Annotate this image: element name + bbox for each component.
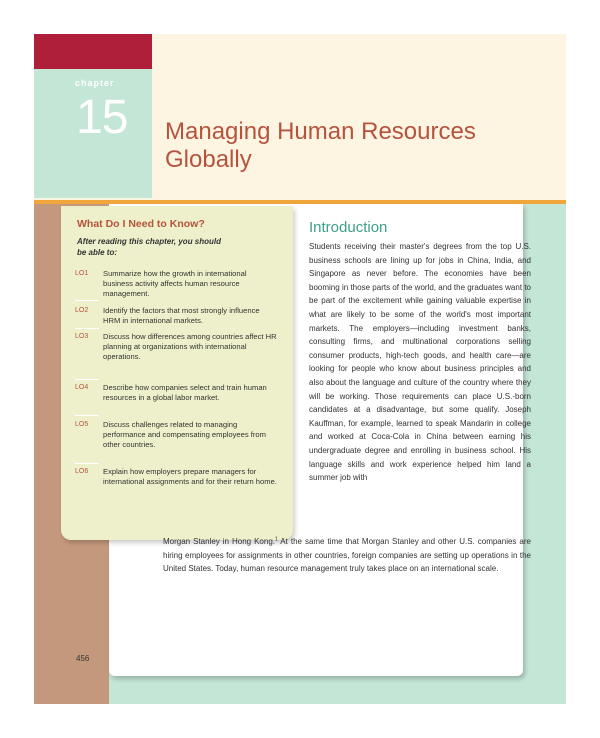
introduction-continuation	[163, 535, 531, 576]
learning-objective-code: LO2	[75, 307, 89, 314]
objective-divider	[75, 379, 99, 380]
learning-objective-text: Identify the factors that most strongly influence HRM in international markets.	[103, 306, 260, 325]
objective-divider	[75, 463, 99, 464]
learning-objective-text: Discuss challenges related to managing performance and compensating employees from other countries.	[103, 420, 266, 449]
introduction-heading: Introduction	[309, 219, 388, 236]
introduction-body: Students receiving their master's degrees from the top U.S. business schools are lining up for jobs in China, India, and Singapore as never before. The economies have been booming in those parts of the world, and the graduates want to be part of the excitement while gaining valuable expertise in what are likely to be some of the world's most important markets. The employers—including investment banks, consulting firms, and multinational corporations selling consumer products, high-tech goods, and health care—are looking for people who know about business principles and also about the language and culture of the country where they will be working. Those requirements can place U.S.-born candidates at a disadvantage, but some qualify. Joseph Kauffman, for example, learned to speak Mandarin in college and worked at Coca-Cola in China between earning his undergraduate degree and enrolling in business school. His language skills and work experience helped him land a summer job with	[309, 242, 531, 483]
objective-divider	[75, 328, 99, 329]
page-number: 456	[76, 654, 90, 663]
learning-objective-code: LO5	[75, 421, 89, 428]
chapter-label: chapter	[75, 78, 115, 88]
learning-objectives-intro: After reading this chapter, you should be able to:	[77, 237, 222, 257]
objective-divider	[75, 415, 99, 416]
learning-objective-text: Explain how employers prepare managers for international assignments and for their return home.	[103, 467, 277, 486]
chapter-title: Managing Human Resources Globally	[165, 118, 476, 173]
learning-objective-code: LO6	[75, 468, 89, 475]
objective-divider	[75, 300, 99, 301]
learning-objectives-heading: What Do I Need to Know?	[77, 218, 205, 230]
footnote-reference: 1	[274, 536, 278, 543]
chapter-header	[34, 34, 566, 200]
textbook-page	[34, 34, 566, 704]
learning-objective-code: LO4	[75, 384, 89, 391]
learning-objective-text: Describe how companies select and train human resources in a global labor market.	[103, 383, 267, 402]
learning-objective-code: LO3	[75, 333, 89, 340]
introduction-continuation-end: At the same time that Morgan Stanley and other U.S. companies are hiring employees for assignments in other countries, foreign companies are setting up operations in the United States. Today, human resource management truly takes place on an international scale.	[163, 537, 531, 574]
introduction-continuation-start: Morgan Stanley in Hong Kong.	[163, 537, 275, 546]
chapter-number: 15	[76, 91, 128, 144]
learning-objective-code: LO1	[75, 270, 89, 277]
red-accent-bar	[34, 34, 152, 69]
learning-objective-text: Summarize how the growth in international business activity affects human resource management.	[103, 269, 247, 298]
learning-objective-text: Discuss how differences among countries affect HR planning at organizations with international operations.	[103, 332, 277, 361]
